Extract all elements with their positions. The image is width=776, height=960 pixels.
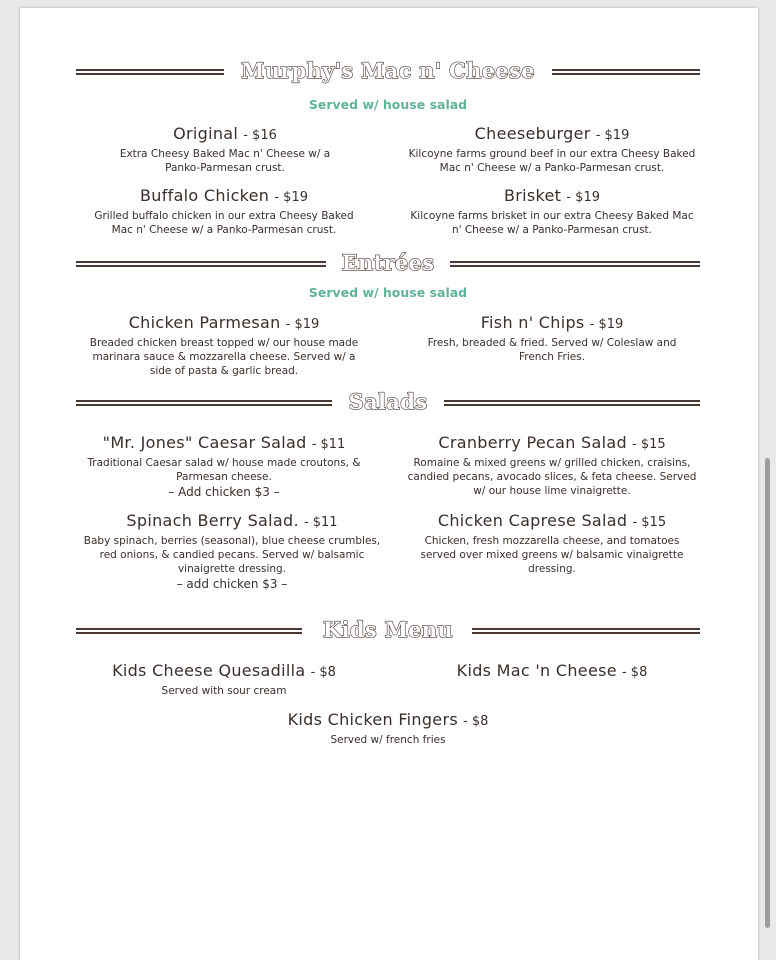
item-description: Breaded chicken breast topped w/ our house made marinara sauce & mozzarella cheese. Served w/ a side of pasta & garlic bread. bbox=[89, 337, 359, 377]
section-subtitle-entrees: Served w/ house salad bbox=[308, 285, 468, 300]
menu-item-buffalo-chicken bbox=[84, 186, 364, 237]
item-name: Kids Cheese Quesadilla bbox=[112, 661, 306, 680]
item-price: - $8 bbox=[621, 665, 648, 680]
section-subtitle-mac: Served w/ house salad bbox=[308, 97, 468, 112]
menu-item-kids-mac-n-cheese bbox=[420, 661, 684, 680]
item-price: - $19 bbox=[566, 190, 600, 205]
section-title-salads: Salads bbox=[348, 389, 428, 414]
item-price: - $19 bbox=[595, 128, 630, 143]
section-title-entrees: Entrées bbox=[341, 250, 435, 275]
menu-item-cheeseburger bbox=[404, 124, 700, 175]
item-description: Grilled buffalo chicken in our extra Cheesy Baked Mac n' Cheese w/ a Panko-Parmesan crust. bbox=[94, 210, 354, 236]
item-price: - $15 bbox=[632, 437, 666, 452]
item-description: Traditional Caesar salad w/ house made croutons, & Parmesan cheese. bbox=[87, 457, 361, 483]
section-header-kids bbox=[76, 617, 700, 645]
section-header-entrees bbox=[76, 250, 700, 278]
scrollbar-thumb[interactable] bbox=[765, 458, 770, 928]
menu-item-original bbox=[108, 124, 342, 175]
item-description: Baby spinach, berries (seasonal), blue cheese crumbles, red onions, & candied pecans. Served w/ balsamic vinaigrette dressing. bbox=[83, 535, 381, 575]
item-name: Buffalo Chicken bbox=[140, 186, 270, 205]
item-name: Fish n' Chips bbox=[480, 313, 585, 332]
item-price: - $19 bbox=[285, 317, 320, 332]
item-price: - $16 bbox=[243, 128, 277, 143]
menu-item-fish-n-chips bbox=[420, 313, 684, 364]
section-title-kids: Kids Menu bbox=[323, 617, 453, 642]
item-price: - $11 bbox=[303, 515, 338, 530]
item-description: Served with sour cream bbox=[161, 685, 287, 697]
item-price: - $11 bbox=[311, 437, 346, 452]
item-name: Chicken Parmesan bbox=[128, 313, 281, 332]
item-name: Original bbox=[173, 124, 239, 143]
menu-item-chicken-caprese-salad bbox=[412, 511, 692, 576]
menu-item-kids-chicken-fingers bbox=[248, 710, 528, 747]
item-description: Kilcoyne farms ground beef in our extra Cheesy Baked Mac n' Cheese w/ a Panko-Parmesan crust. bbox=[408, 148, 696, 174]
item-name: Kids Chicken Fingers bbox=[287, 710, 458, 729]
menu-item-brisket bbox=[404, 186, 700, 237]
menu-item-cranberry-pecan-salad bbox=[404, 433, 700, 498]
item-price: - $8 bbox=[310, 665, 336, 680]
item-description: Romaine & mixed greens w/ grilled chicken, craisins, candied pecans, avocado slices, & feta cheese. Served w/ our house lime vinaigrette. bbox=[407, 457, 697, 497]
item-price: - $19 bbox=[589, 317, 624, 332]
item-description: Fresh, breaded & fried. Served w/ Coleslaw and French Fries. bbox=[427, 337, 677, 363]
item-addon: – add chicken $3 – bbox=[176, 577, 288, 591]
item-name: Cheeseburger bbox=[474, 124, 591, 143]
item-price: - $15 bbox=[632, 515, 667, 530]
section-title-mac: Murphy's Mac n' Cheese bbox=[241, 58, 535, 83]
menu-item-chicken-parmesan bbox=[84, 313, 364, 378]
menu-item-spinach-berry-salad bbox=[82, 511, 382, 591]
item-name: Cranberry Pecan Salad bbox=[438, 433, 627, 452]
section-header-mac bbox=[76, 58, 700, 86]
section-header-salads bbox=[76, 389, 700, 417]
item-name: "Mr. Jones" Caesar Salad bbox=[102, 433, 307, 452]
item-description: Chicken, fresh mozzarella cheese, and tomatoes served over mixed greens w/ balsamic vinaigrette dressing. bbox=[420, 535, 684, 575]
item-name: Brisket bbox=[504, 186, 562, 205]
item-name: Spinach Berry Salad. bbox=[126, 511, 299, 530]
item-description: Extra Cheesy Baked Mac n' Cheese w/ a Panko-Parmesan crust. bbox=[119, 148, 331, 174]
item-description: Kilcoyne farms brisket in our extra Cheesy Baked Mac n' Cheese w/ a Panko-Parmesan crust. bbox=[410, 210, 694, 236]
item-description: Served w/ french fries bbox=[330, 734, 446, 746]
item-price: - $8 bbox=[463, 714, 489, 729]
menu-item-caesar-salad bbox=[82, 433, 366, 499]
item-name: Chicken Caprese Salad bbox=[437, 511, 628, 530]
item-addon: – Add chicken $3 – bbox=[168, 485, 280, 499]
item-name: Kids Mac 'n Cheese bbox=[456, 661, 617, 680]
item-price: - $19 bbox=[274, 190, 308, 205]
menu-item-kids-quesadilla bbox=[84, 661, 364, 698]
